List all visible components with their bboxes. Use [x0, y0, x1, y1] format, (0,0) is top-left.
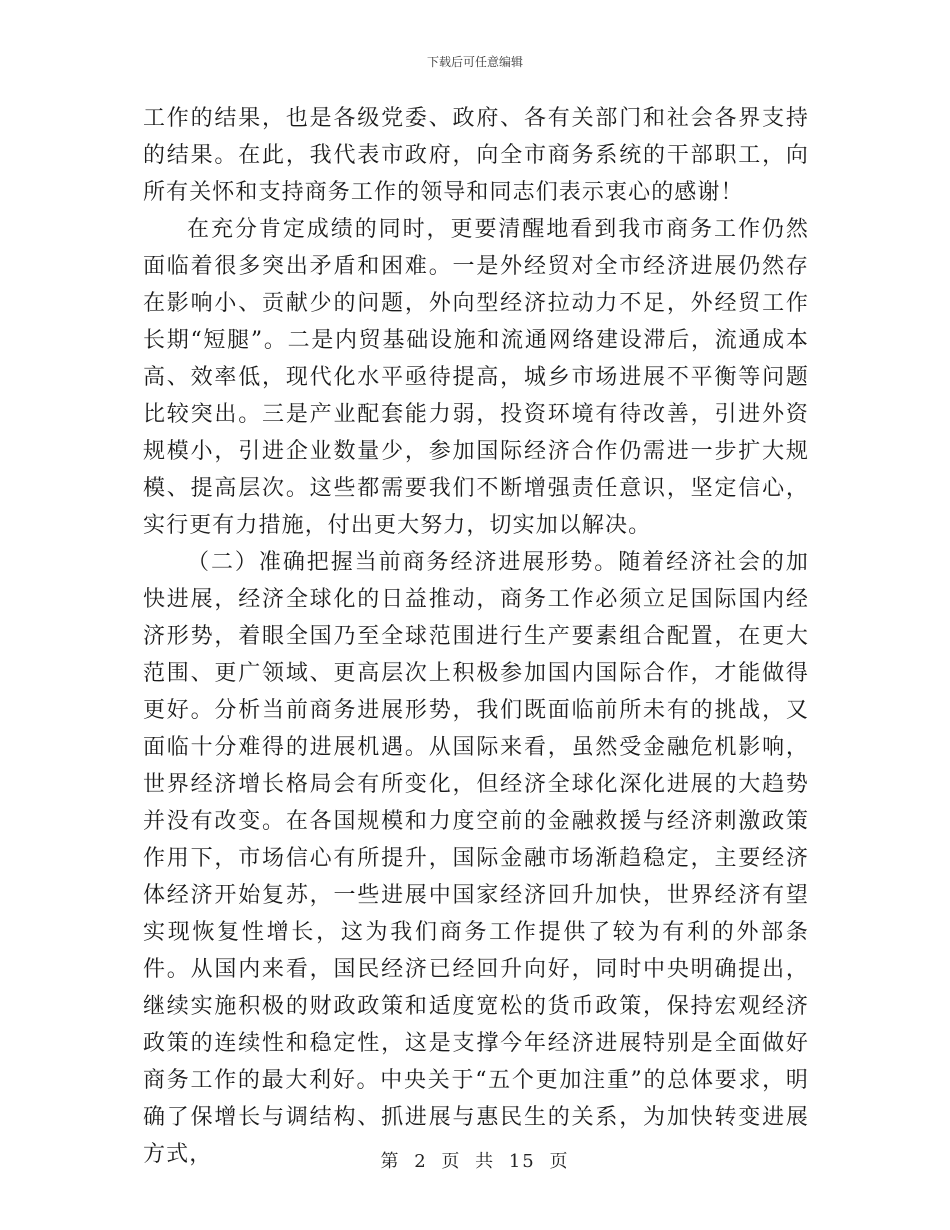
paragraph-problems: 在充分肯定成绩的同时，更要清醒地看到我市商务工作仍然面临着很多突出矛盾和困难。一是外经贸对全市经济进展仍然存在影响小、贡献少的问题，外向型经济拉动力不足，外经贸工作长期“短腿”。二是内贸基础设施和流通网络建设滞后，流通成本高、效率低，现代化水平亟待提高，城乡市场进展不平衡等问题比较突出。三是产业配套能力弱，投资环境有待改善，引进外资规模小，引进企业数量少，参加国际经济合作仍需进一步扩大规模、提高层次。这些都需要我们不断增强责任意识，坚定信心，实行更有力措施，付出更大努力，切实加以解决。	[143, 217, 809, 538]
paragraph-thanks: 工作的结果，也是各级党委、政府、各有关部门和社会各界支持的结果。在此，我代表市政府，向全市商务系统的干部职工，向所有关怀和支持商务工作的领导和同志们表示衷心的感谢！	[143, 106, 809, 205]
document-body	[143, 100, 809, 1173]
paragraph-situation: （二）准确把握当前商务经济进展形势。随着经济社会的加快进展，经济全球化的日益推动，商务工作必须立足国际国内经济形势，着眼全国乃至全球范围进行生产要素组合配置，在更大范围、更广领域、更高层次上积极参加国内国际合作，才能做得更好。分析当前商务进展形势，我们既面临前所未有的挑战，又面临十分难得的进展机遇。从国际来看，虽然受金融危机影响，世界经济增长格局会有所变化，但经济全球化深化进展的大趋势并没有改变。在各国规模和力度空前的金融救援与经济刺激政策作用下，市场信心有所提升，国际金融市场渐趋稳定，主要经济体经济开始复苏，一些进展中国家经济回升加快，世界经济有望实现恢复性增长，这为我们商务工作提供了较为有利的外部条件。从国内来看，国民经济已经回升向好，同时中央明确提出，继续实施积极的财政政策和适度宽松的货币政策，保持宏观经济政策的连续性和稳定性，这是支撑今年经济进展特别是全面做好商务工作的最大利好。中央关于“五个更加注重”的总体要求，明确了保增长与调结构、抓进展与惠民生的关系，为加快转变进展方式，	[143, 550, 809, 1167]
page-number: 第 2 页 共 15 页	[380, 1151, 570, 1172]
page-header-note: 下载后可任意编辑	[426, 55, 523, 69]
